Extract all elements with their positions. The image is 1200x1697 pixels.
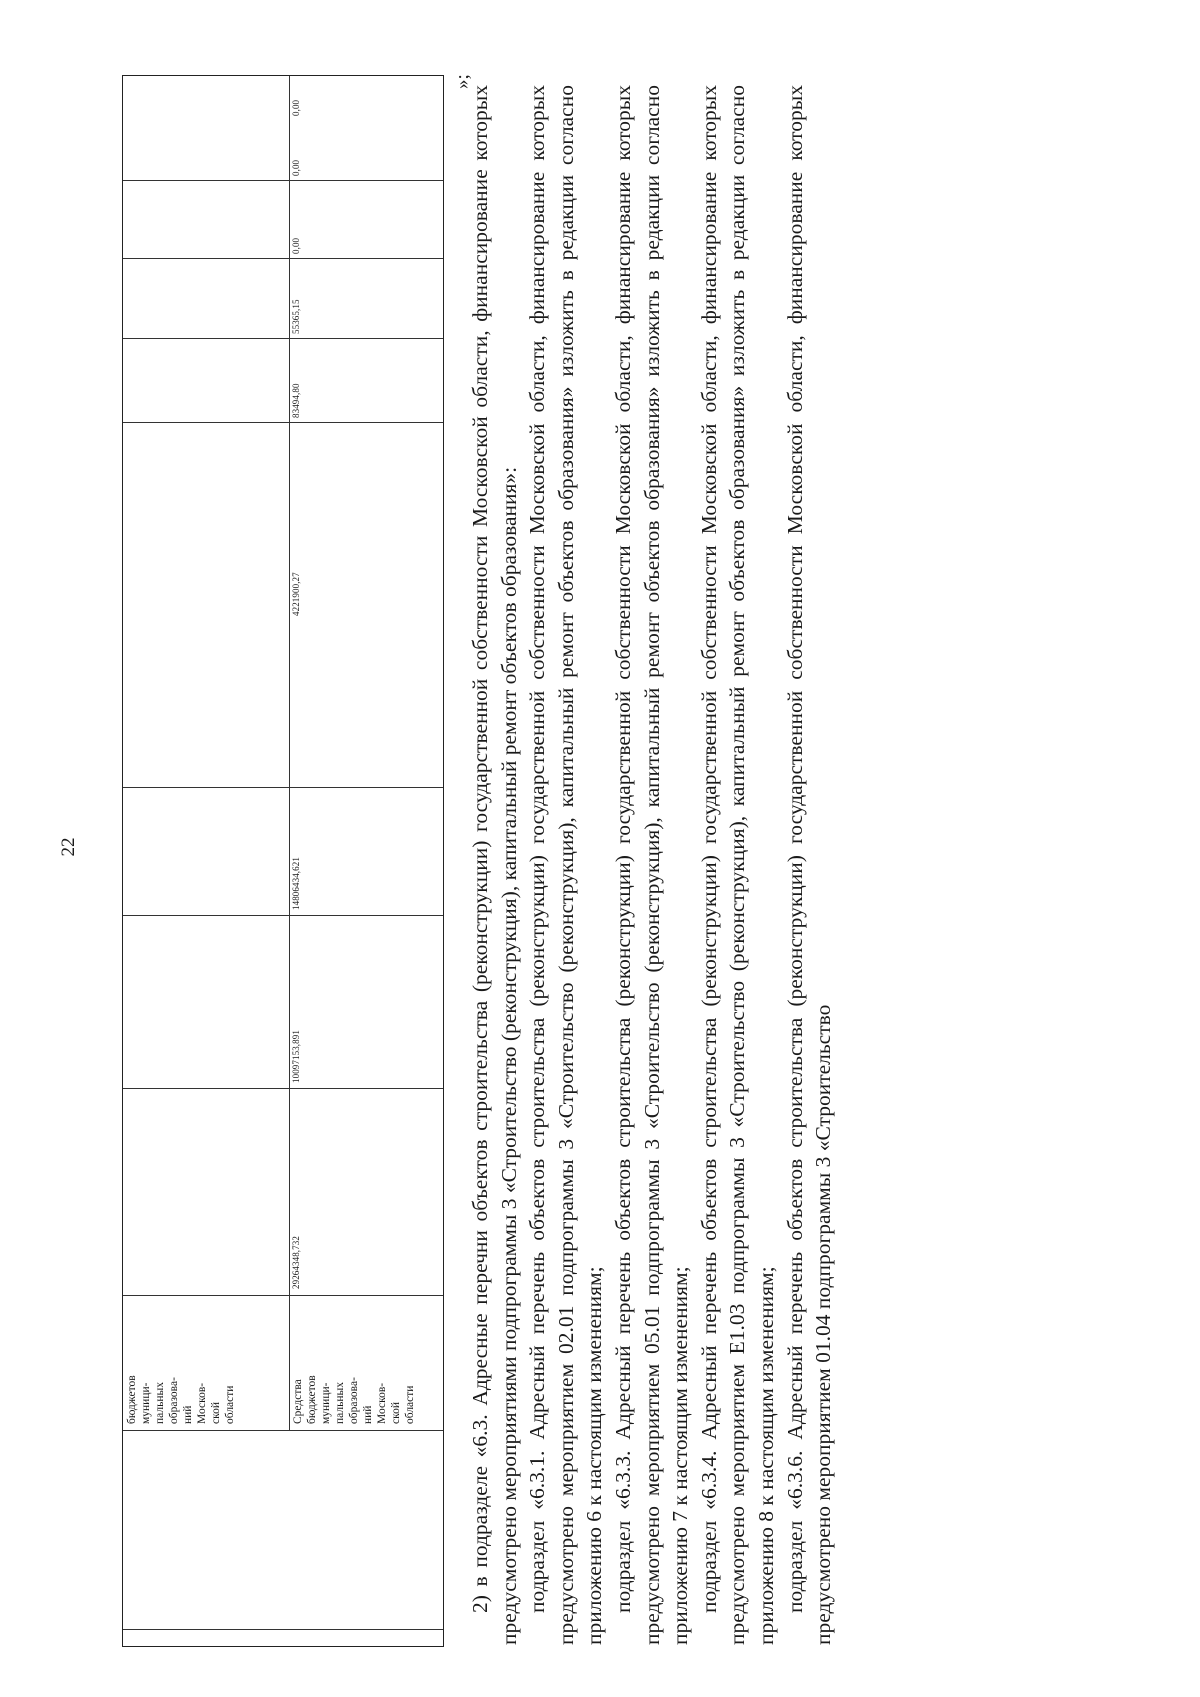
table-grid-line (123, 1295, 443, 1296)
table-cell-value: 4221900,27 (291, 572, 301, 616)
table-cell-value: 55365,15 (291, 299, 301, 334)
paragraph: подраздел «6.3.6. Адресный перечень объектов строительства (реконструкции) государственной собственности Московской области, финансирование которых предусмотрено мероприятием 01.04 подпрограммы 3 «Строительство (782, 85, 836, 1645)
table-grid-line (123, 787, 443, 788)
closing-quote-mark: »; (452, 74, 473, 89)
amendment-text (466, 85, 838, 1645)
table-cell-value: 10097153,891 (291, 1030, 301, 1083)
table-grid-line (123, 1629, 443, 1630)
paragraph: 2) в подразделе «6.3. Адресные перечни объектов строительства (реконструкции) государственной собственности Московской области, финансирование которых предусмотрено мероприятиями подпрограммы 3 «Строительство (реконструкция), капитальный ремонт объектов образования»: (468, 85, 521, 1645)
table-cell-value: 83494,80 (291, 383, 301, 418)
table-grid-line (123, 180, 443, 181)
paragraph: подраздел «6.3.3. Адресный перечень объектов строительства (реконструкции) государственной собственности Московской области, финансирование которых предусмотрено мероприятием 05.01 подпрограммы 3 «Строительство (реконструкция), капитальный ремонт объектов образования» изложить в редакции согласно приложению 7 к настоящим изменениям; (610, 85, 693, 1645)
row-label-budget-1: бюджетов муници- пальных образова- ний Москов- ской области (126, 1375, 236, 1424)
paragraph: подраздел «6.3.1. Адресный перечень объектов строительства (реконструкции) государственной собственности Московской области, финансирование которых предусмотрено мероприятием 02.01 подпрограммы 3 «Строительство (реконструкция), капитальный ремонт объектов образования» изложить в редакции согласно приложению 6 к настоящим изменениям; (525, 85, 607, 1645)
table-cell-value: 29264348,732 (291, 1236, 301, 1289)
table-grid-line (123, 258, 443, 259)
table-grid-line (123, 422, 443, 423)
row-label-budget-2: Средства бюджетов муници- пальных образова- ний Москов- ской области (292, 1375, 416, 1424)
page-number: 22 (58, 837, 79, 857)
table-cell-value: 0,00 (291, 237, 301, 254)
financing-table (122, 75, 444, 1647)
table-grid-line (123, 338, 443, 339)
table-grid-line (123, 1430, 443, 1431)
table-grid-line (123, 915, 443, 916)
paragraph: подраздел «6.3.4. Адресный перечень объектов строительства (реконструкции) государственной собственности Московской области, финансирование которых предусмотрено мероприятием Е1.03 подпрограммы 3 «Строительство (реконструкция), капитальный ремонт объектов образования» изложить в редакции согласно приложению 8 к настоящим изменениям; (696, 85, 778, 1645)
table-cell-value: 0,00 (291, 159, 301, 176)
table-cell-value: 14806434,621 (291, 857, 301, 910)
table-cell-value: 0,00 (291, 99, 301, 116)
table-row-divider (289, 76, 290, 1431)
table-grid-line (123, 1088, 443, 1089)
